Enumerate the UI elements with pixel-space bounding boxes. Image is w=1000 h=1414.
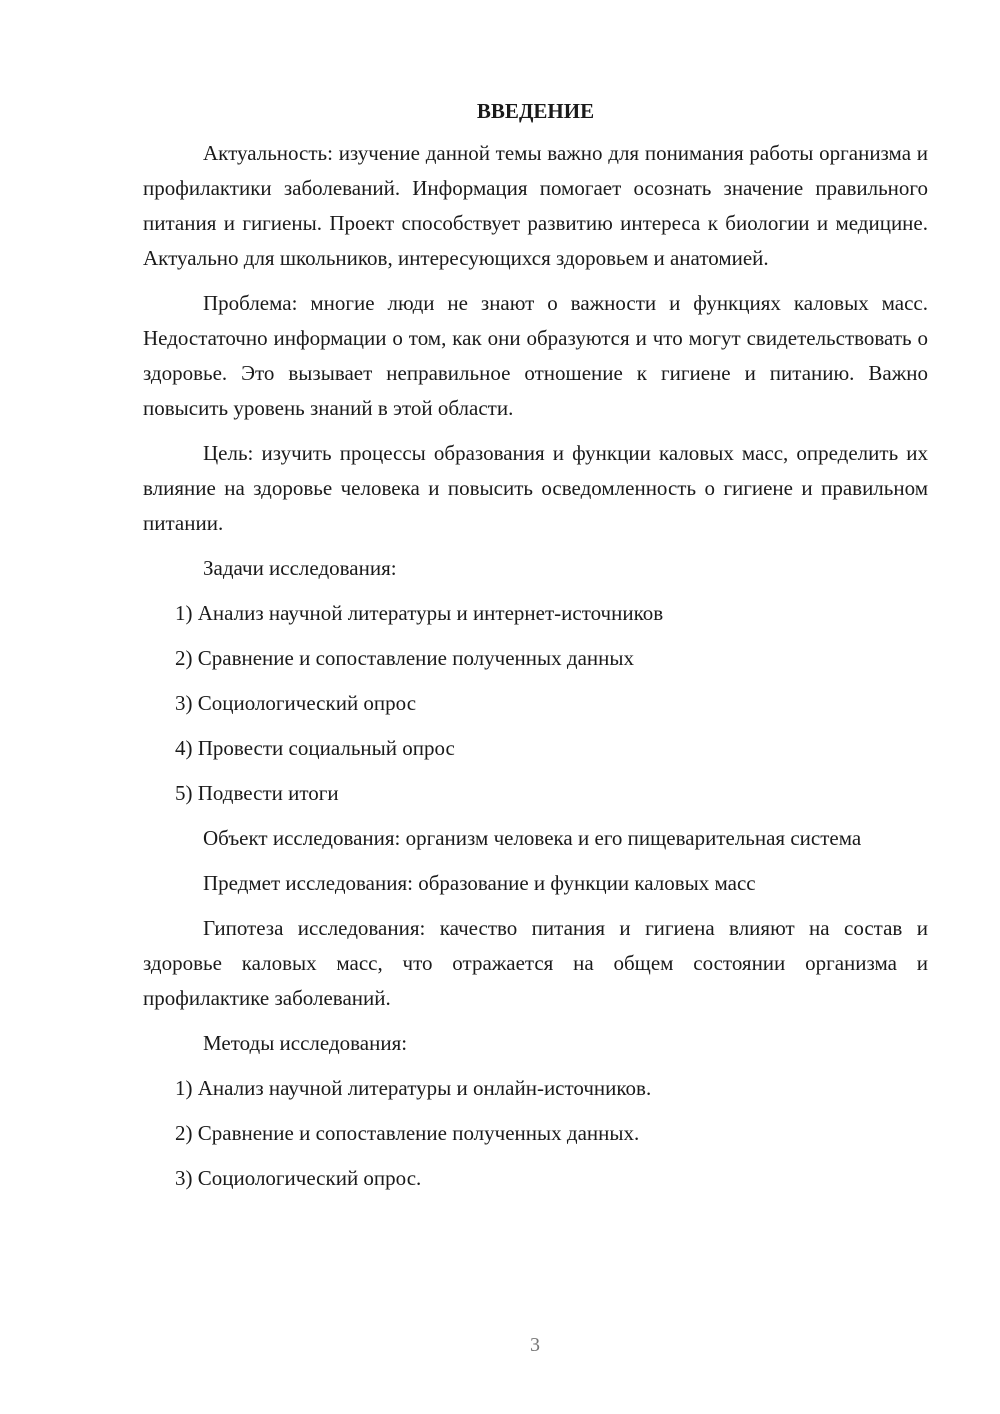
task-item: 5) Подвести итоги (175, 781, 339, 805)
relevance-paragraph: Актуальность: изучение данной темы важно для понимания работы организма и профилактики заболеваний. Информация помогает осознать значение правильного питания и гигиены. Проект способствует развитию интереса к биологии и медицине. Актуально для школьников, интересующихся здоровьем и анатомией. (143, 141, 928, 270)
task-item: 3) Социологический опрос (175, 691, 417, 715)
hypothesis-paragraph: Гипотеза исследования: качество питания и гигиена влияют на состав и здоровье каловых масс, что отражается на общем состоянии организма и профилактике заболеваний. (143, 916, 928, 1010)
goal-paragraph: Цель: изучить процессы образования и функции каловых масс, определить их влияние на здоровье человека и повысить осведомленность о гигиене и правильном питании. (143, 441, 928, 535)
method-item: 3) Социологический опрос. (175, 1166, 422, 1190)
method-item: 2) Сравнение и сопоставление полученных данных. (175, 1121, 640, 1145)
object-paragraph: Объект исследования: организм человека и его пищеварительная система (203, 826, 862, 850)
tasks-heading: Задачи исследования: (203, 556, 397, 580)
methods-heading: Методы исследования: (203, 1031, 408, 1055)
task-item: 4) Провести социальный опрос (175, 736, 455, 760)
page-title: ВВЕДЕНИЕ (476, 99, 595, 123)
subject-paragraph: Предмет исследования: образование и функции каловых масс (203, 871, 756, 895)
problem-paragraph: Проблема: многие люди не знают о важности и функциях каловых масс. Недостаточно информации о том, как они образуются и что могут свидетельствовать о здоровье. Это вызывает неправильное отношение к гигиене и питанию. Важно повысить уровень знаний в этой области. (143, 291, 928, 420)
task-item: 2) Сравнение и сопоставление полученных данных (175, 646, 634, 670)
page-number: 3 (530, 1334, 540, 1356)
document-body (143, 94, 928, 1206)
task-item: 1) Анализ научной литературы и интернет-источников (175, 601, 664, 625)
method-item: 1) Анализ научной литературы и онлайн-источников. (175, 1076, 652, 1100)
